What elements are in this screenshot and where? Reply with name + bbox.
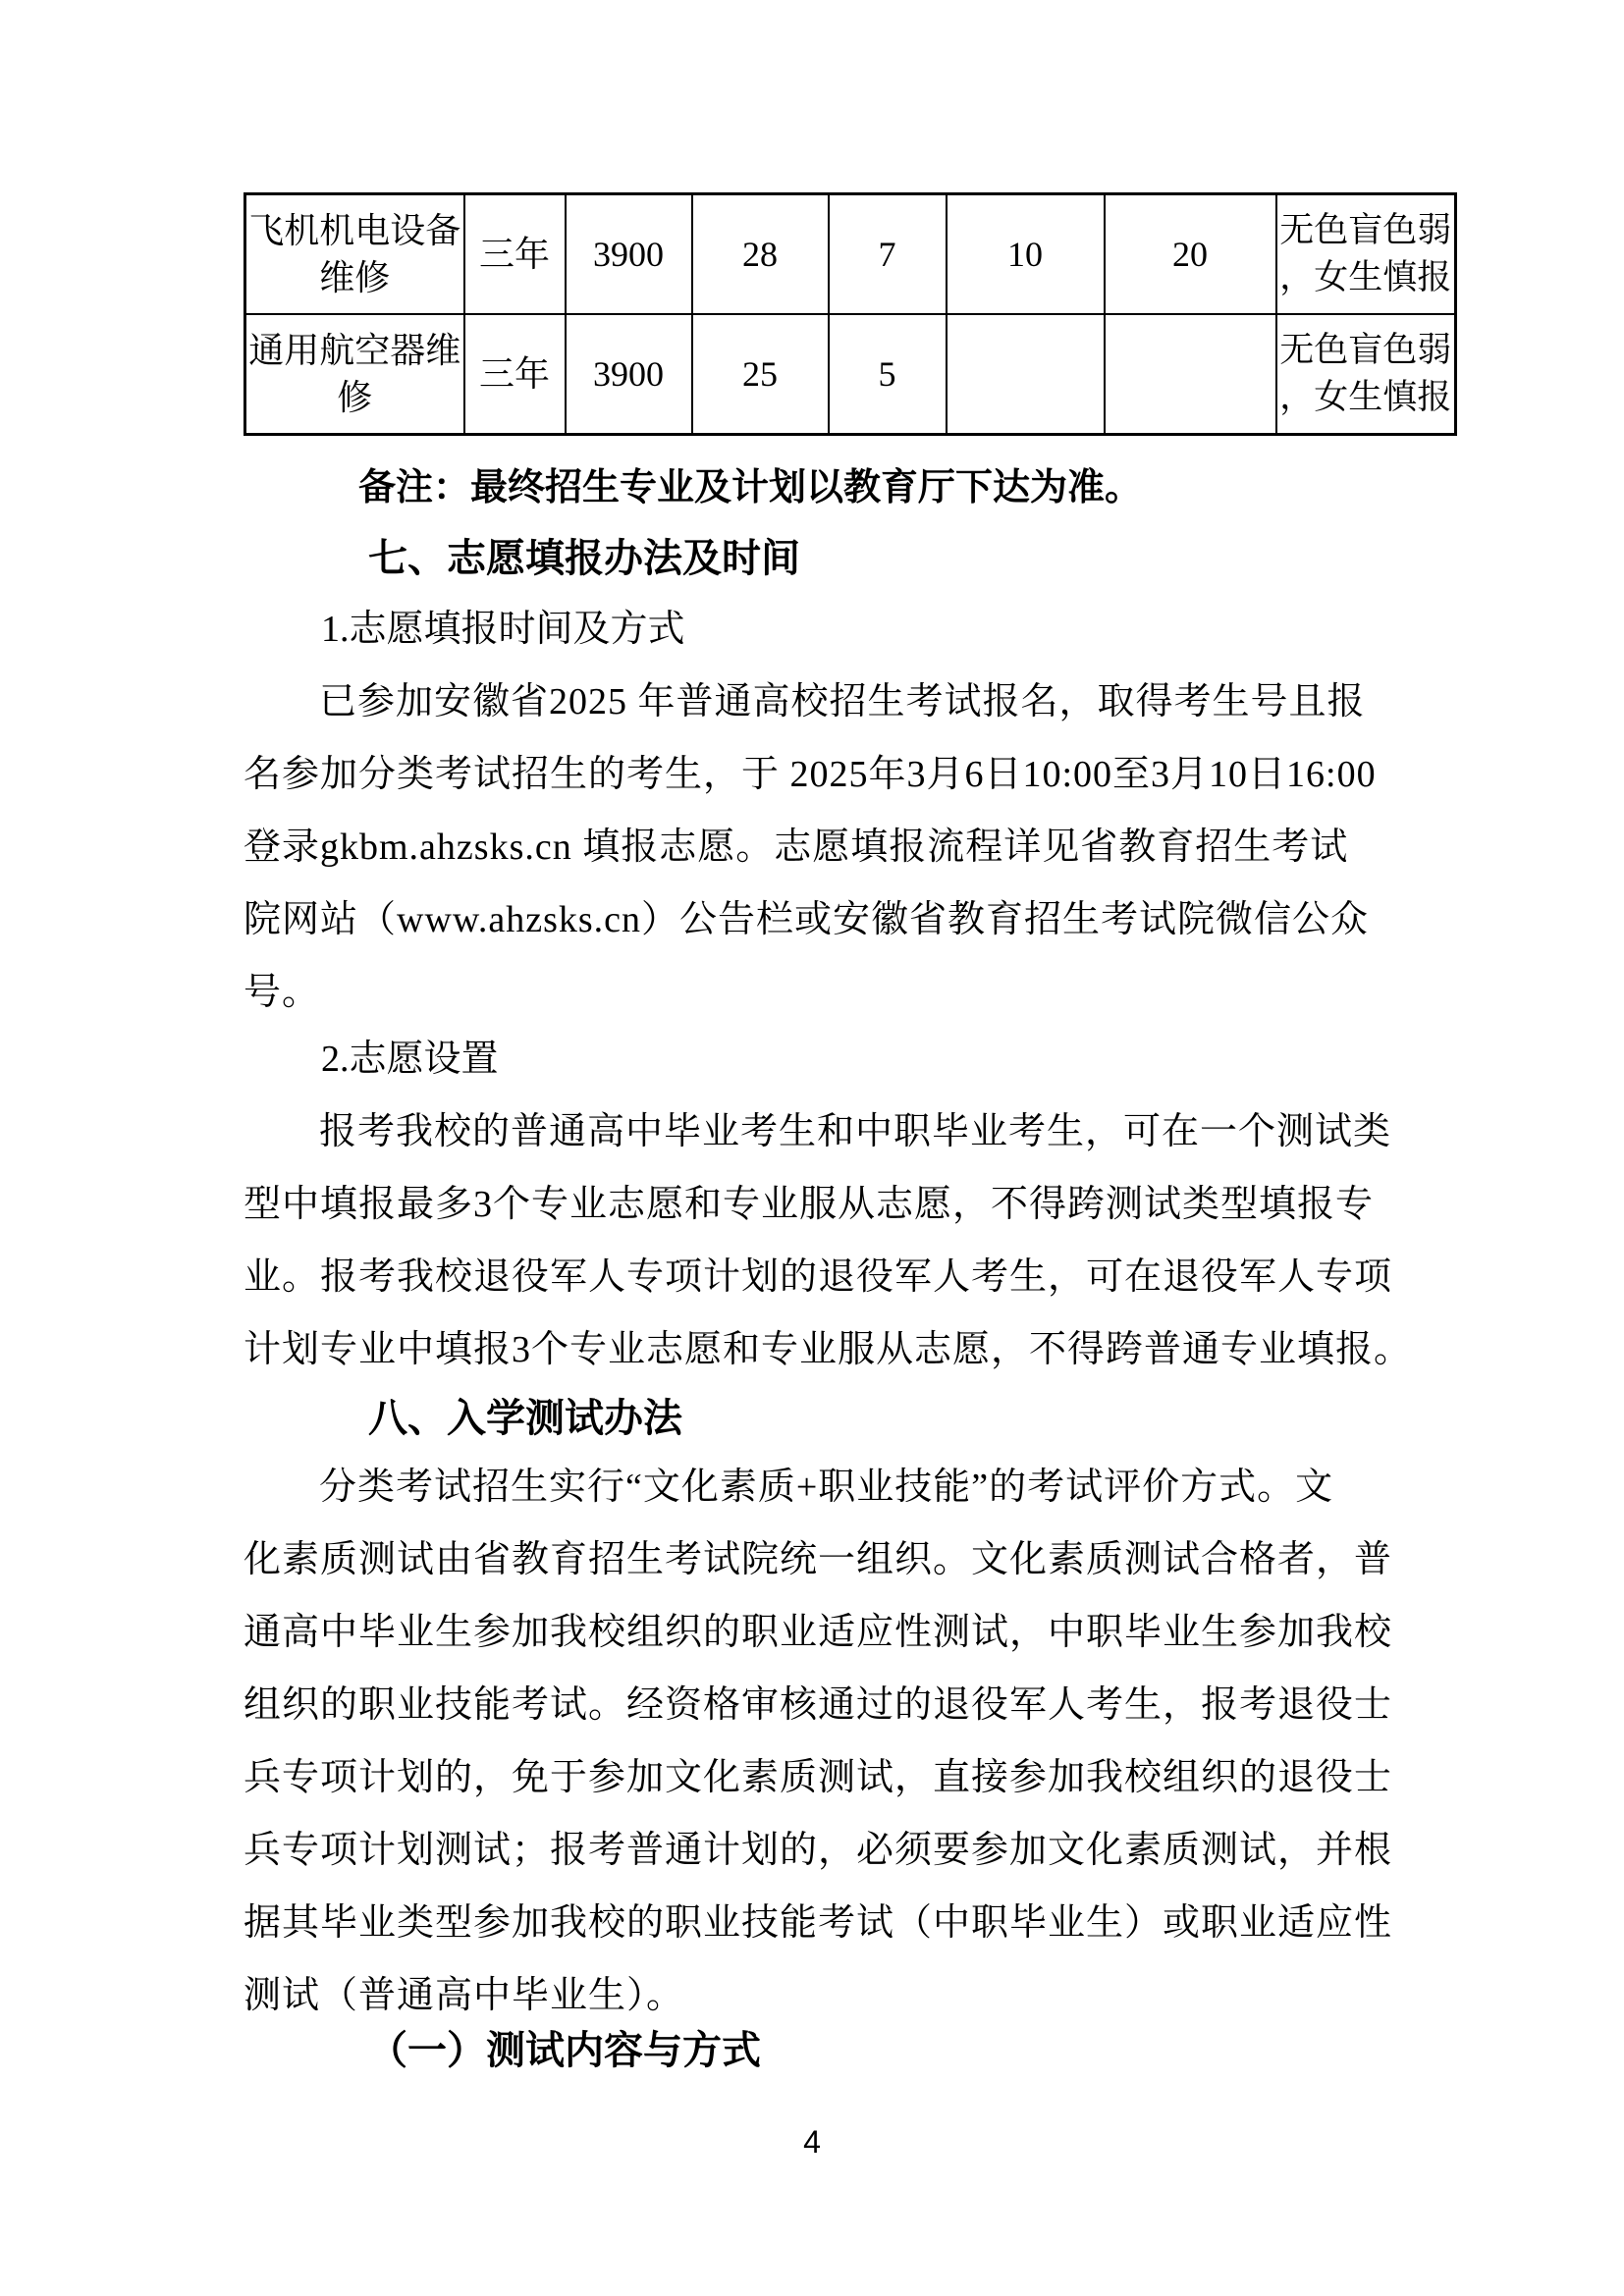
table-cell-duration: 三年 (464, 314, 566, 435)
table-cell-remark: 无色盲色弱，女生慎报 (1276, 194, 1456, 315)
paragraph-line: 型中填报最多3个专业志愿和专业服从志愿，不得跨测试类型填报专 (244, 1184, 1375, 1225)
table-cell-plan: 10 (947, 194, 1105, 315)
enrollment-plan-table (244, 192, 1457, 436)
table-cell-major: 飞机机电设备维修 (245, 194, 464, 315)
paragraph-volunteer-time (244, 666, 1481, 1029)
paragraph-line: 化素质测试由省教育招生考试院统一组织。文化素质测试合格者，普 (244, 1539, 1393, 1580)
paragraph-line: 兵专项计划的，免于参加文化素质测试，直接参加我校组织的退役士 (244, 1757, 1393, 1798)
table-cell-major: 通用航空器维修 (245, 314, 464, 435)
paragraph-test-method (244, 1451, 1481, 2032)
table-row (245, 194, 1456, 315)
paragraph-line: 据其毕业类型参加我校的职业技能考试（中职毕业生）或职业适应性 (244, 1902, 1393, 1944)
paragraph-volunteer-setup (244, 1095, 1481, 1386)
subheading-1: 1.志愿填报时间及方式 (321, 609, 685, 650)
paragraph-line: 兵专项计划测试；报考普通计划的，必须要参加文化素质测试，并根 (244, 1830, 1393, 1871)
table-cell-tuition: 3900 (566, 314, 692, 435)
paragraph-line: 测试（普通高中毕业生）。 (244, 1975, 685, 2016)
paragraph-line: 报考我校的普通高中毕业考生和中职毕业考生，可在一个测试类 (319, 1111, 1392, 1152)
heading-section-7: 七、志愿填报办法及时间 (368, 536, 800, 580)
paragraph-line: 计划专业中填报3个专业志愿和专业服从志愿，不得跨普通专业填报。 (244, 1329, 1413, 1370)
table-cell-plan: 28 (692, 194, 829, 315)
table-remark-note: 备注：最终招生专业及计划以教育厅下达为准。 (358, 467, 1143, 508)
paragraph-line: 组织的职业技能考试。经资格审核通过的退役军人考生，报考退役士 (244, 1684, 1393, 1726)
paragraph-line: 已参加安徽省2025 年普通高校招生考试报名，取得考生号且报 (319, 681, 1366, 722)
heading-section-8: 八、入学测试办法 (368, 1396, 682, 1440)
subheading-2: 2.志愿设置 (321, 1039, 499, 1080)
paragraph-line: 名参加分类考试招生的考生，于 2025年3月6日10:00至3月10日16:00 (244, 754, 1377, 795)
paragraph-line: 业。报考我校退役军人专项计划的退役军人考生，可在退役军人专项 (244, 1256, 1393, 1298)
paragraph-line: 号。 (244, 972, 321, 1013)
table-cell-duration: 三年 (464, 194, 566, 315)
paragraph-line: 通高中毕业生参加我校组织的职业适应性测试，中职毕业生参加我校 (244, 1612, 1393, 1653)
paragraph-line: 院网站（www.ahzsks.cn）公告栏或安徽省教育招生考试院微信公众 (244, 899, 1370, 940)
table-cell-plan (947, 314, 1105, 435)
table-cell-plan: 20 (1105, 194, 1276, 315)
table-cell-tuition: 3900 (566, 194, 692, 315)
paragraph-line: 分类考试招生实行“文化素质+职业技能”的考试评价方式。文 (319, 1467, 1334, 1508)
table-cell-plan: 7 (829, 194, 947, 315)
table-row (245, 314, 1456, 435)
heading-test-content: （一）测试内容与方式 (368, 2028, 761, 2072)
table-cell-remark: 无色盲色弱，女生慎报 (1276, 314, 1456, 435)
table-cell-plan (1105, 314, 1276, 435)
table-cell-plan: 25 (692, 314, 829, 435)
paragraph-line: 登录gkbm.ahzsks.cn 填报志愿。志愿填报流程详见省教育招生考试 (244, 827, 1349, 868)
table-cell-plan: 5 (829, 314, 947, 435)
page-number: 4 (803, 2124, 821, 2160)
